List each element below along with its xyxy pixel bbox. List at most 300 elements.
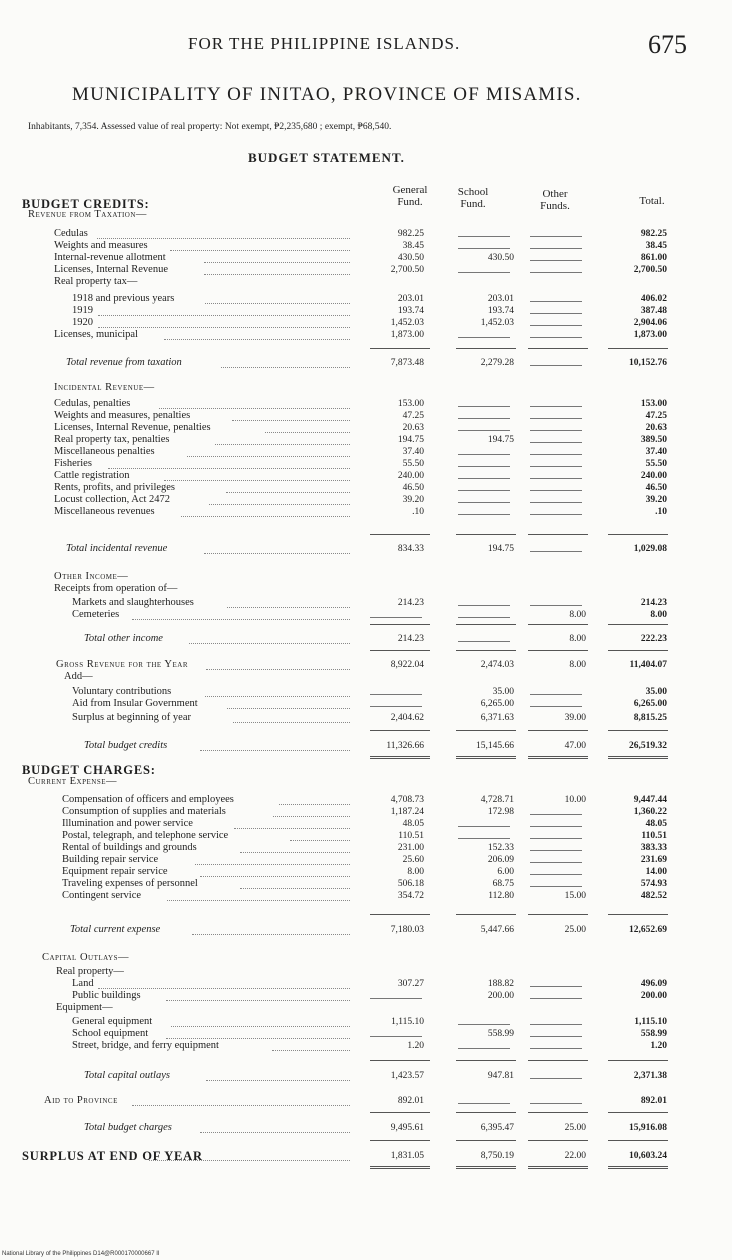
double-rule [456, 1166, 516, 1169]
row-label: Total capital outlays [84, 1070, 170, 1081]
dot-leader [279, 804, 350, 805]
empty-dash [530, 1024, 582, 1025]
row-label: 1920 [72, 317, 93, 328]
table-row [0, 543, 732, 555]
empty-dash [530, 1103, 582, 1104]
total-value: 1,115.10 [634, 1017, 667, 1027]
row-label: Street, bridge, and ferry equipment [72, 1040, 219, 1051]
general-fund-value: 1.20 [407, 1041, 424, 1051]
dot-leader [209, 504, 350, 505]
school-fund-value: 6,371.63 [480, 713, 514, 723]
row-label: Locust collection, Act 2472 [54, 494, 171, 505]
dot-leader [232, 420, 350, 421]
double-rule [608, 756, 668, 759]
row-label: Licenses, municipal [54, 329, 138, 340]
empty-dash [458, 605, 510, 606]
row-label: Postal, telegraph, and telephone service [62, 830, 229, 841]
other-funds-value: 22.00 [564, 1151, 586, 1161]
row-label: Aid to Province [44, 1095, 118, 1106]
row-label: Consumption of supplies and materials [62, 806, 226, 817]
total-value: 47.25 [645, 411, 667, 421]
total-value: 1,873.00 [633, 330, 667, 340]
sum-rule [528, 1112, 588, 1113]
general-fund-value: 47.25 [402, 411, 424, 421]
sum-rule [608, 534, 668, 535]
empty-dash [458, 418, 510, 419]
general-fund-value: .10 [412, 507, 424, 517]
table-row [0, 398, 732, 410]
row-label: Weights and measures [54, 240, 148, 251]
school-fund-value: 15,145.66 [476, 741, 514, 751]
empty-dash [530, 706, 582, 707]
empty-dash [530, 502, 582, 503]
school-fund-value: 5,447.66 [480, 925, 514, 935]
row-label: Cedulas, penalties [54, 398, 131, 409]
general-fund-value: 110.51 [398, 831, 424, 841]
general-fund-value: 38.45 [402, 241, 424, 251]
budget-statement-title: BUDGET STATEMENT. [248, 150, 405, 165]
total-value: 387.48 [640, 306, 667, 316]
general-fund-value: 506.18 [397, 879, 424, 889]
school-fund-value: 430.50 [487, 253, 514, 263]
row-label: Miscellaneous penalties [54, 446, 155, 457]
double-rule [608, 1166, 668, 1169]
sum-rule [370, 534, 430, 535]
dot-leader [265, 432, 350, 433]
dot-leader [189, 643, 350, 644]
sum-rule [370, 650, 430, 651]
dot-leader [170, 250, 350, 251]
empty-dash [530, 313, 582, 314]
general-fund-value: 153.00 [397, 399, 424, 409]
school-fund-value: 35.00 [492, 687, 514, 697]
general-fund-value: 194.75 [397, 435, 424, 445]
empty-dash [530, 466, 582, 467]
general-fund-value: 1,452.03 [390, 318, 424, 328]
sum-rule [528, 624, 588, 625]
row-label: School equipment [72, 1028, 149, 1039]
sum-rule [456, 624, 516, 625]
row-label: Incidental Revenue— [54, 382, 155, 393]
table-row [0, 866, 732, 878]
total-value: 2,700.50 [633, 265, 667, 275]
table-row [0, 422, 732, 434]
table-row [0, 1028, 732, 1040]
empty-dash [458, 430, 510, 431]
general-fund-value: 2,404.62 [390, 713, 424, 723]
table-row [0, 305, 732, 317]
table-row [0, 990, 732, 1002]
sum-rule [528, 730, 588, 731]
row-label: Markets and slaughterhouses [72, 597, 194, 608]
dot-leader [226, 492, 350, 493]
total-value: 214.23 [640, 598, 667, 608]
table-row [0, 240, 732, 252]
row-label: Real property tax— [54, 276, 138, 287]
total-value: 861.00 [640, 253, 667, 263]
general-fund-value: 25.60 [402, 855, 424, 865]
empty-dash [530, 365, 582, 366]
empty-dash [530, 1078, 582, 1079]
total-value: 406.02 [640, 294, 667, 304]
row-label: Total other income [84, 633, 163, 644]
sum-rule [456, 1060, 516, 1061]
school-fund-value: 6,265.00 [480, 699, 514, 709]
municipality-info: Inhabitants, 7,354. Assessed value of real property: Not exempt, ₱2,235,680 ; exempt, ₱68,540. [28, 122, 392, 132]
general-fund-value: 7,873.48 [390, 358, 424, 368]
general-fund-value: 4,708.73 [390, 795, 424, 805]
running-title: FOR THE PHILIPPINE ISLANDS. [188, 34, 461, 53]
empty-dash [530, 694, 582, 695]
empty-dash [530, 814, 582, 815]
table-row [0, 506, 732, 518]
table-row [0, 317, 732, 329]
dot-leader [159, 408, 350, 409]
empty-dash [530, 838, 582, 839]
empty-dash [458, 1048, 510, 1049]
row-label: Licenses, Internal Revenue, penalties [54, 422, 211, 433]
total-value: 153.00 [640, 399, 667, 409]
table-row [0, 659, 732, 671]
table-row [0, 609, 732, 621]
empty-dash [458, 466, 510, 467]
total-value: 46.50 [645, 483, 667, 493]
empty-dash [530, 248, 582, 249]
dot-leader [206, 669, 350, 670]
total-value: 10,152.76 [629, 358, 667, 368]
total-value: 11,404.07 [629, 660, 667, 670]
empty-dash [530, 490, 582, 491]
table-row [0, 252, 732, 264]
empty-dash [458, 454, 510, 455]
empty-dash [458, 502, 510, 503]
total-value: 38.45 [645, 241, 667, 251]
total-value: 222.23 [640, 634, 667, 644]
table-row [0, 952, 732, 964]
empty-dash [458, 641, 510, 642]
general-fund-value: 231.00 [397, 843, 424, 853]
empty-dash [530, 337, 582, 338]
sum-rule [528, 914, 588, 915]
sum-rule [370, 914, 430, 915]
empty-dash [458, 826, 510, 827]
col-general-fund: General Fund. [392, 184, 428, 208]
table-row [0, 1095, 732, 1107]
row-label: Equipment repair service [62, 866, 168, 877]
sum-rule [528, 650, 588, 651]
school-fund-value: 172.98 [487, 807, 514, 817]
table-row [0, 842, 732, 854]
school-fund-value: 8,750.19 [480, 1151, 514, 1161]
total-value: 383.33 [640, 843, 667, 853]
dot-leader [227, 708, 350, 709]
row-label: Real property tax, penalties [54, 434, 170, 445]
total-value: 8.00 [650, 610, 667, 620]
empty-dash [370, 1036, 422, 1037]
empty-dash [458, 406, 510, 407]
row-label: 1919 [72, 305, 93, 316]
empty-dash [458, 478, 510, 479]
table-row [0, 633, 732, 645]
general-fund-value: 214.23 [397, 634, 424, 644]
general-fund-value: 8.00 [407, 867, 424, 877]
dot-leader [132, 619, 350, 620]
dot-leader [233, 722, 350, 723]
general-fund-value: 240.00 [397, 471, 424, 481]
total-value: 110.51 [641, 831, 667, 841]
sum-rule [608, 1112, 668, 1113]
empty-dash [530, 874, 582, 875]
empty-dash [530, 826, 582, 827]
general-fund-value: 8,922.04 [390, 660, 424, 670]
school-fund-value: 4,728.71 [480, 795, 514, 805]
row-label: Contingent service [62, 890, 142, 901]
table-row [0, 583, 732, 595]
total-value: 48.05 [645, 819, 667, 829]
total-value: 1,360.22 [633, 807, 667, 817]
table-row [0, 470, 732, 482]
school-fund-value: 206.09 [487, 855, 514, 865]
total-value: 240.00 [640, 471, 667, 481]
school-fund-value: 203.01 [487, 294, 514, 304]
row-label: Total current expense [70, 924, 161, 935]
empty-dash [370, 998, 422, 999]
total-value: 231.69 [640, 855, 667, 865]
dot-leader [234, 828, 350, 829]
total-value: 9,447.44 [633, 795, 667, 805]
table-row [0, 818, 732, 830]
row-label: Building repair service [62, 854, 159, 865]
row-label: Equipment— [56, 1002, 113, 1013]
dot-leader [171, 1026, 350, 1027]
table-row [0, 794, 732, 806]
table-row [0, 1070, 732, 1082]
sum-rule [456, 730, 516, 731]
sum-rule [608, 348, 668, 349]
total-value: 35.00 [645, 687, 667, 697]
table-row [0, 671, 732, 683]
dot-leader [149, 1160, 350, 1161]
double-rule [528, 756, 588, 759]
empty-dash [458, 248, 510, 249]
sum-rule [370, 730, 430, 731]
school-fund-value: 193.74 [487, 306, 514, 316]
table-row [0, 329, 732, 341]
general-fund-value: 1,187.24 [390, 807, 424, 817]
general-fund-value: 1,831.05 [390, 1151, 424, 1161]
empty-dash [530, 478, 582, 479]
table-row [0, 1016, 732, 1028]
table-row [0, 1122, 732, 1134]
dot-leader [221, 367, 350, 368]
table-row [0, 434, 732, 446]
sum-rule [608, 650, 668, 651]
school-fund-value: 112.80 [488, 891, 514, 901]
dot-leader [240, 888, 350, 889]
school-fund-value: 2,474.03 [480, 660, 514, 670]
dot-leader [187, 456, 350, 457]
total-value: 39.20 [645, 495, 667, 505]
municipality-heading: MUNICIPALITY OF INITAO, PROVINCE OF MISAMIS. [72, 84, 582, 105]
other-funds-value: 8.00 [569, 610, 586, 620]
total-value: 1,029.08 [633, 544, 667, 554]
row-label: 1918 and previous years [72, 293, 175, 304]
table-row [0, 924, 732, 936]
school-fund-value: 2,279.28 [480, 358, 514, 368]
row-label: Total budget credits [84, 740, 168, 751]
school-fund-value: 68.75 [492, 879, 514, 889]
empty-dash [458, 514, 510, 515]
total-value: .10 [655, 507, 667, 517]
general-fund-value: 430.50 [397, 253, 424, 263]
general-fund-value: 214.23 [397, 598, 424, 608]
empty-dash [530, 1048, 582, 1049]
row-label: Aid from Insular Government [72, 698, 198, 709]
school-fund-value: 947.81 [487, 1071, 514, 1081]
empty-dash [458, 337, 510, 338]
table-row [0, 1040, 732, 1052]
school-fund-value: 194.75 [487, 544, 514, 554]
empty-dash [370, 706, 422, 707]
dot-leader [200, 876, 350, 877]
general-fund-value: 982.25 [397, 229, 424, 239]
other-funds-value: 8.00 [569, 634, 586, 644]
col-school-fund: School Fund. [457, 186, 489, 210]
table-row [0, 740, 732, 752]
table-row [0, 458, 732, 470]
empty-dash [530, 986, 582, 987]
general-fund-value: 37.40 [402, 447, 424, 457]
table-row [0, 571, 732, 583]
sum-rule [608, 624, 668, 625]
double-rule [370, 1166, 430, 1169]
sum-rule [370, 1060, 430, 1061]
table-row [0, 1002, 732, 1014]
table-row [0, 878, 732, 890]
other-funds-value: 8.00 [569, 660, 586, 670]
school-fund-value: 6,395.47 [480, 1123, 514, 1133]
total-value: 15,916.08 [629, 1123, 667, 1133]
row-label: Public buildings [72, 990, 141, 1001]
empty-dash [370, 617, 422, 618]
sum-rule [608, 730, 668, 731]
double-rule [528, 1166, 588, 1169]
general-fund-value: 1,423.57 [390, 1071, 424, 1081]
empty-dash [530, 406, 582, 407]
row-label: Licenses, Internal Revenue [54, 264, 168, 275]
total-value: 892.01 [640, 1096, 667, 1106]
dot-leader [132, 1105, 350, 1106]
empty-dash [530, 272, 582, 273]
row-label: Capital Outlays— [42, 952, 130, 963]
row-label: General equipment [72, 1016, 153, 1027]
table-row [0, 276, 732, 288]
empty-dash [530, 236, 582, 237]
school-fund-value: 200.00 [487, 991, 514, 1001]
sum-rule [370, 1112, 430, 1113]
table-row [0, 494, 732, 506]
dot-leader [204, 553, 350, 554]
total-value: 26,519.32 [629, 741, 667, 751]
empty-dash [458, 490, 510, 491]
general-fund-value: 46.50 [402, 483, 424, 493]
empty-dash [530, 551, 582, 552]
dot-leader [273, 816, 350, 817]
dot-leader [205, 696, 350, 697]
row-label: Internal-revenue allotment [54, 252, 166, 263]
row-label: Surplus at beginning of year [72, 712, 191, 723]
row-label: Current Expense— [28, 776, 117, 787]
table-row [0, 293, 732, 305]
school-fund-value: 194.75 [487, 435, 514, 445]
total-value: 496.09 [640, 979, 667, 989]
table-row [0, 382, 732, 394]
table-row [0, 698, 732, 710]
double-rule [370, 756, 430, 759]
row-label: Weights and measures, penalties [54, 410, 191, 421]
empty-dash [530, 430, 582, 431]
row-label: BUDGET CHARGES: [22, 763, 156, 777]
row-label: Miscellaneous revenues [54, 506, 155, 517]
other-funds-value: 25.00 [564, 925, 586, 935]
sum-rule [456, 650, 516, 651]
row-label: Other Income— [54, 571, 129, 582]
table-row [0, 209, 732, 221]
general-fund-value: 307.27 [397, 979, 424, 989]
total-value: 2,904.06 [633, 318, 667, 328]
total-value: 982.25 [640, 229, 667, 239]
table-row [0, 978, 732, 990]
row-label: Illumination and power service [62, 818, 193, 829]
dot-leader [195, 864, 350, 865]
other-funds-value: 47.00 [564, 741, 586, 751]
sum-rule [528, 1060, 588, 1061]
empty-dash [458, 236, 510, 237]
total-value: 558.99 [640, 1029, 667, 1039]
total-value: 389.50 [640, 435, 667, 445]
general-fund-value: 892.01 [397, 1096, 424, 1106]
empty-dash [530, 998, 582, 999]
dot-leader [272, 1050, 350, 1051]
row-label: Receipts from operation of— [54, 583, 178, 594]
table-row [0, 446, 732, 458]
empty-dash [530, 325, 582, 326]
row-label: Total budget charges [84, 1122, 172, 1133]
sum-rule [370, 348, 430, 349]
table-row [0, 1150, 732, 1162]
table-row [0, 966, 732, 978]
school-fund-value: 1,452.03 [480, 318, 514, 328]
total-value: 37.40 [645, 447, 667, 457]
total-value: 12,652.69 [629, 925, 667, 935]
total-value: 20.63 [645, 423, 667, 433]
general-fund-value: 11,326.66 [386, 741, 424, 751]
total-value: 14.00 [645, 867, 667, 877]
row-label: Add— [64, 671, 93, 682]
row-label: BUDGET CREDITS: [22, 197, 150, 211]
table-row [0, 597, 732, 609]
dot-leader [181, 516, 350, 517]
sum-rule [608, 1140, 668, 1141]
empty-dash [458, 838, 510, 839]
row-label: Land [72, 978, 94, 989]
row-label: Traveling expenses of personnel [62, 878, 198, 889]
row-label: Cemeteries [72, 609, 120, 620]
sum-rule [456, 348, 516, 349]
row-label: Total revenue from taxation [66, 357, 182, 368]
empty-dash [530, 454, 582, 455]
table-row [0, 806, 732, 818]
